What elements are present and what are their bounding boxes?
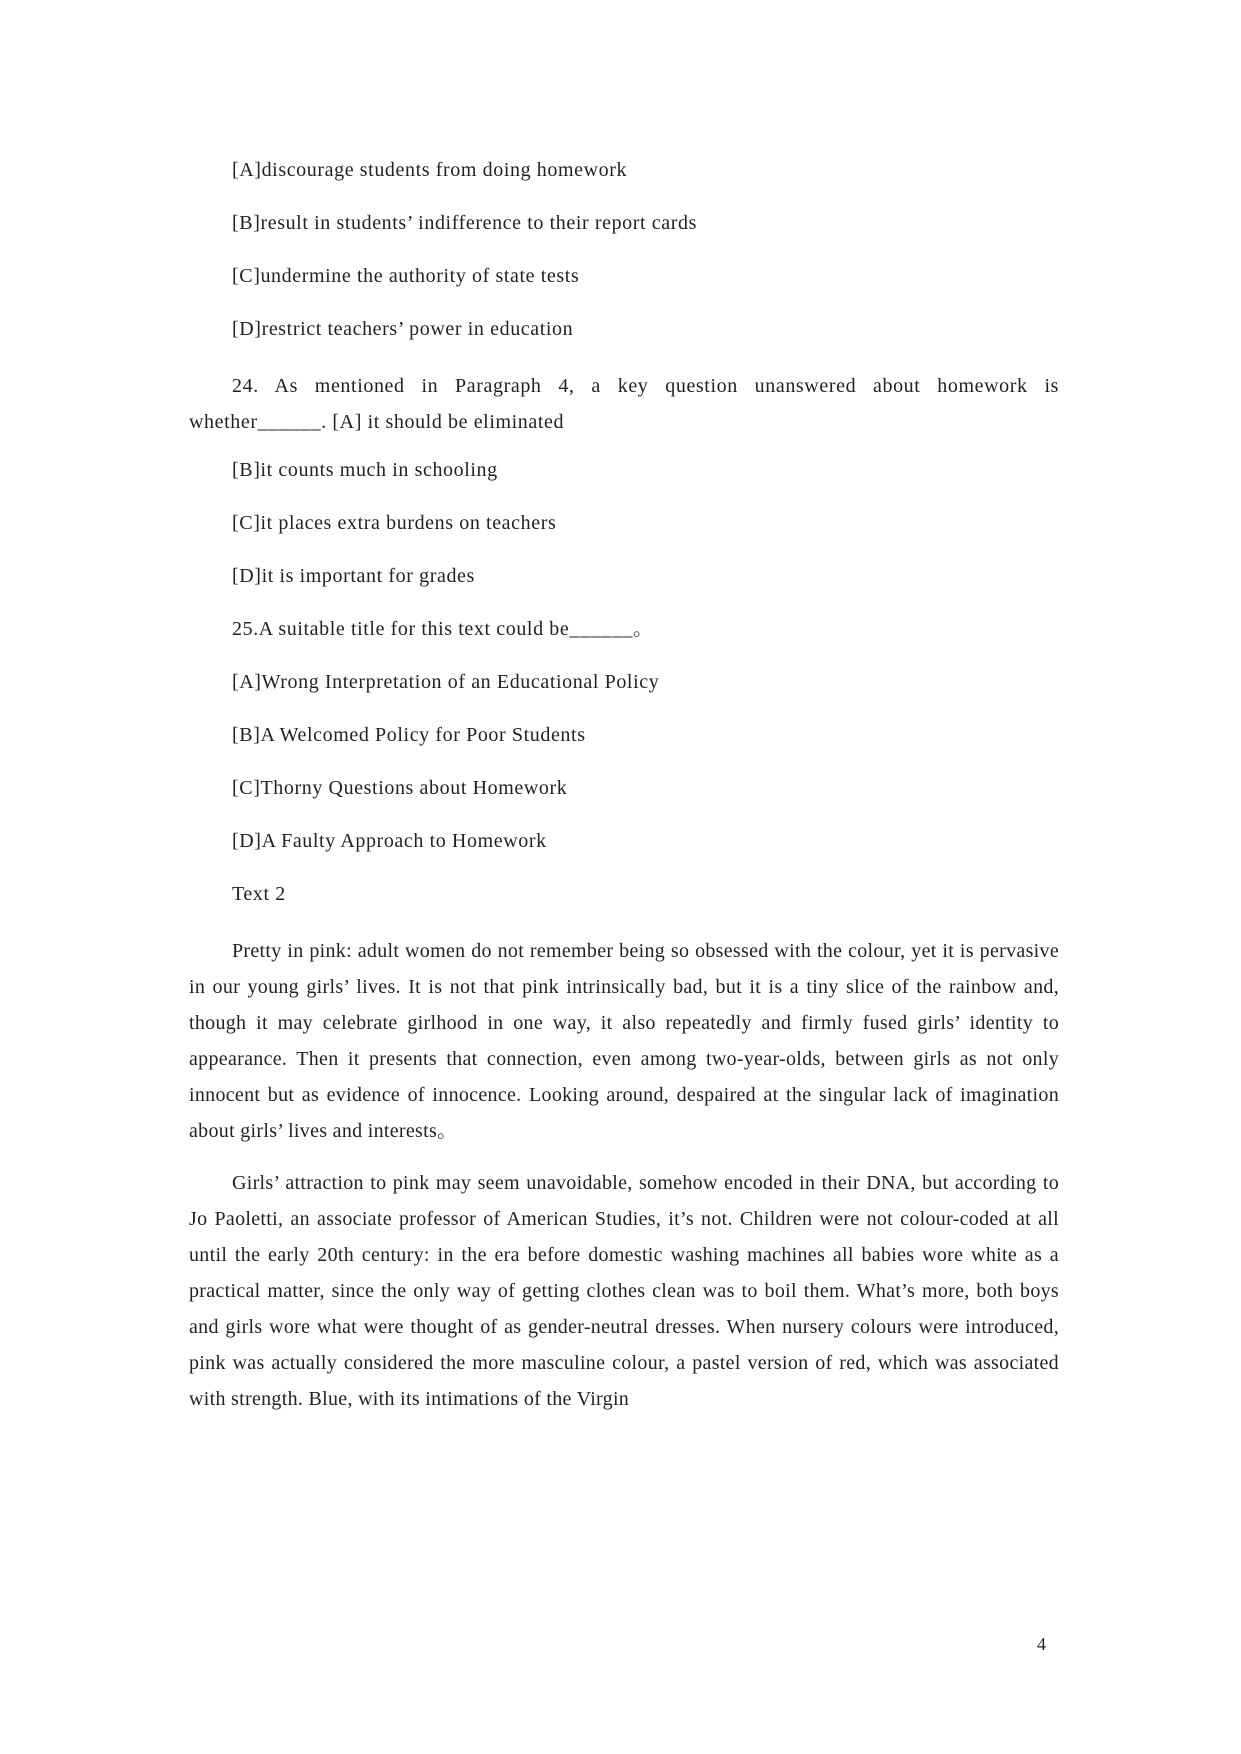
q24-stem: 24. As mentioned in Paragraph 4, a key question unanswered about homework is whether______. [A] it should be eliminated <box>189 375 1059 433</box>
q23-option-a: [A]discourage students from doing homework <box>232 159 628 181</box>
q25-option-b: [B]A Welcomed Policy for Poor Students <box>232 724 586 746</box>
q24-option-c: [C]it places extra burdens on teachers <box>232 512 557 534</box>
text2-heading: Text 2 <box>232 883 286 905</box>
text2-paragraph-1: Pretty in pink: adult women do not remember being so obsessed with the colour, yet it is pervasive in our young girls’ lives. It is not that pink intrinsically bad, but it is a tiny slice of the rainbow and, though it may celebrate girlhood in one way, it also repeatedly and firmly fused girls’ identity to appearance. Then it presents that connection, even among two-year-olds, between girls as not only innocent but as evidence of innocence. Looking around, despaired at the singular lack of imagination about girls’ lives and interests。 <box>189 940 1059 1142</box>
q24-option-b: [B]it counts much in schooling <box>232 459 498 481</box>
text2-paragraph-2: Girls’ attraction to pink may seem unavoidable, somehow encoded in their DNA, but according to Jo Paoletti, an associate professor of American Studies, it’s not. Children were not colour-coded at all until the early 20th century: in the era before domestic washing machines all babies wore white as a practical matter, since the only way of getting clothes clean was to boil them. What’s more, both boys and girls wore what were thought of as gender-neutral dresses. When nursery colours were introduced, pink was actually considered the more masculine colour, a pastel version of red, which was associated with strength. Blue, with its intimations of the Virgin <box>189 1172 1059 1410</box>
q23-option-b: [B]result in students’ indifference to their report cards <box>232 212 697 234</box>
q25-option-d: [D]A Faulty Approach to Homework <box>232 830 547 852</box>
q25-option-c: [C]Thorny Questions about Homework <box>232 777 568 799</box>
q25-stem: 25.A suitable title for this text could be______。 <box>232 618 654 640</box>
page-number: 4 <box>1037 1634 1046 1654</box>
q25-option-a: [A]Wrong Interpretation of an Educational Policy <box>232 671 660 693</box>
q23-option-c: [C]undermine the authority of state tests <box>232 265 580 287</box>
q23-option-d: [D]restrict teachers’ power in education <box>232 318 574 340</box>
q24-option-d: [D]it is important for grades <box>232 565 475 587</box>
page-content <box>189 156 1059 1433</box>
